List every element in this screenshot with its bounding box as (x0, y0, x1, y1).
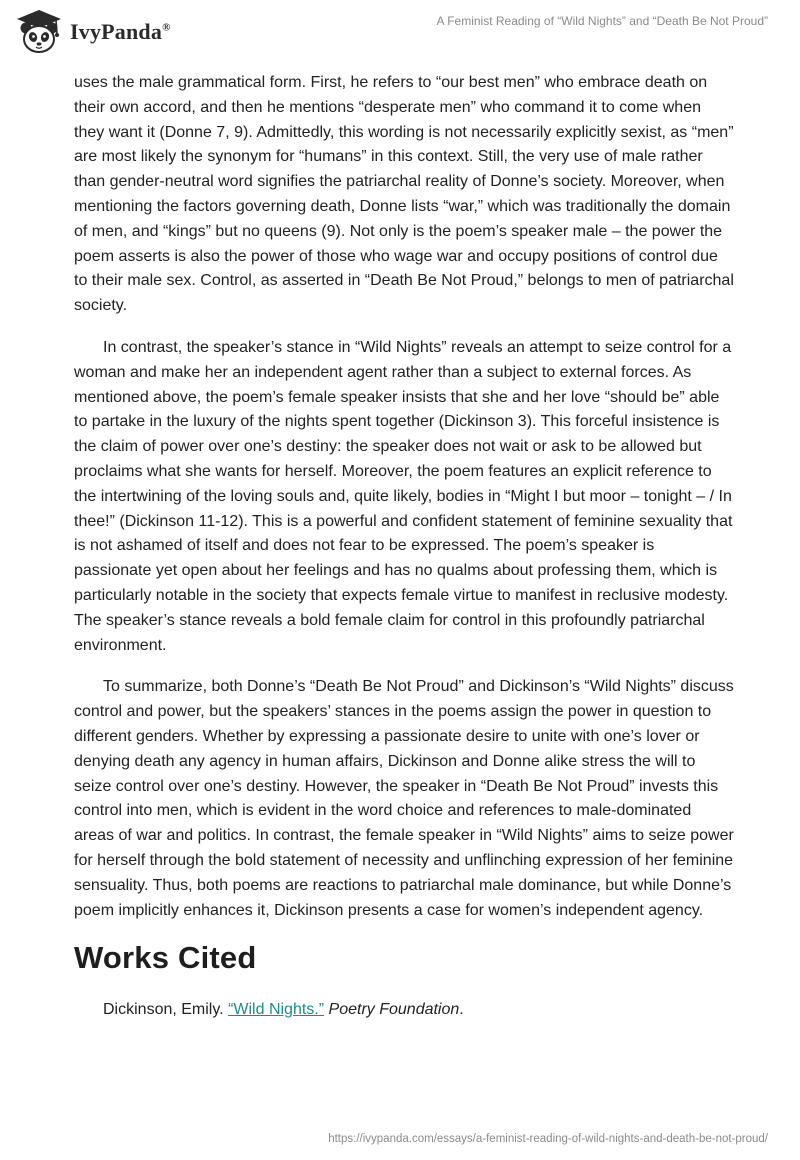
essay-body (74, 71, 734, 1023)
citation-source: Poetry Foundation (328, 1001, 460, 1019)
citation-title-link[interactable]: “Wild Nights.” (228, 1001, 325, 1019)
works-cited-heading: Works Cited (74, 940, 257, 976)
brand-name (70, 19, 171, 45)
page-url: https://ivypanda.com/essays/a-feminist-reading-of-wild-nights-and-death-be-not-proud/ (328, 1133, 768, 1145)
running-title: A Feminist Reading of “Wild Nights” and “Death Be Not Proud” (436, 14, 768, 28)
panda-graduate-icon (14, 8, 64, 56)
citation-entry (103, 998, 734, 1023)
logo[interactable] (14, 8, 171, 56)
page-header (0, 0, 800, 64)
paragraph-3: To summarize, both Donne’s “Death Be Not Proud” and Dickinson’s “Wild Nights” discuss control and power, but the speakers’ stances in the poems assign the power in question to different genders. Whether by expressing a passionate desire to unite with one’s lover or denying death any agency in human affairs, Dickinson and Donne alike stress the will to seize control over one’s destiny. However, the speaker in “Death Be Not Proud” invests this control into men, which is evident in the word choice and references to male-dominated areas of war and politics. In contrast, the female speaker in “Wild Nights” aims to seize power for herself through the bold statement of necessity and unflinching expression of her feminine sensuality. Thus, both poems are reactions to patriarchal male dominance, but while Donne’s poem implicitly enhances it, Dickinson presents a case for women’s independent agency. (74, 678, 734, 919)
paragraph-1: uses the male grammatical form. First, he refers to “our best men” who embrace death on their own accord, and then he mentions “desperate men” who command it to come when they want it (Donne 7, 9). Admittedly, this wording is not necessarily explicitly sexist, as “men” are most likely the synonym for “humans” in this context. Still, the very use of male rather than gender-neutral word signifies the patriarchal reality of Donne’s society. Moreover, when mentioning the factors governing death, Donne lists “war,” which was traditionally the domain of men, and “kings” but no queens (9). Not only is the poem’s speaker male – the power the poem asserts is also the power of those who wage war and occupy positions of control due to their male sex. Control, as asserted in “Death Be Not Proud,” belongs to men of patriarchal society. (74, 74, 734, 315)
citation-period: . (459, 1001, 464, 1019)
registered-mark: ® (162, 21, 171, 34)
brand-text: IvyPanda (70, 19, 163, 44)
citation-author: Dickinson, Emily. (103, 1001, 229, 1019)
paragraph-2: In contrast, the speaker’s stance in “Wild Nights” reveals an attempt to seize control for a woman and make her an independent agent rather than a subject to external forces. As mentioned above, the poem’s female speaker insists that she and her love “should be” able to partake in the luxury of the nights spent together (Dickinson 3). This forceful insistence is the claim of power over one’s destiny: the speaker does not wait or ask to be allowed but proclaims what she wants for herself. Moreover, the poem features an explicit reference to the intertwining of the loving souls and, quite likely, bodies in “Might I but moor – tonight – / In thee!” (Dickinson 11-12). This is a powerful and confident statement of feminine sexuality that is not ashamed of itself and does not fear to be expressed. The poem’s speaker is passionate yet open about her feelings and has no qualms about professing them, which is particularly notable in the society that expects female virtue to manifest in reclusive modesty. The speaker’s stance reveals a bold female claim for control in this profoundly patriarchal environment. (74, 338, 733, 654)
